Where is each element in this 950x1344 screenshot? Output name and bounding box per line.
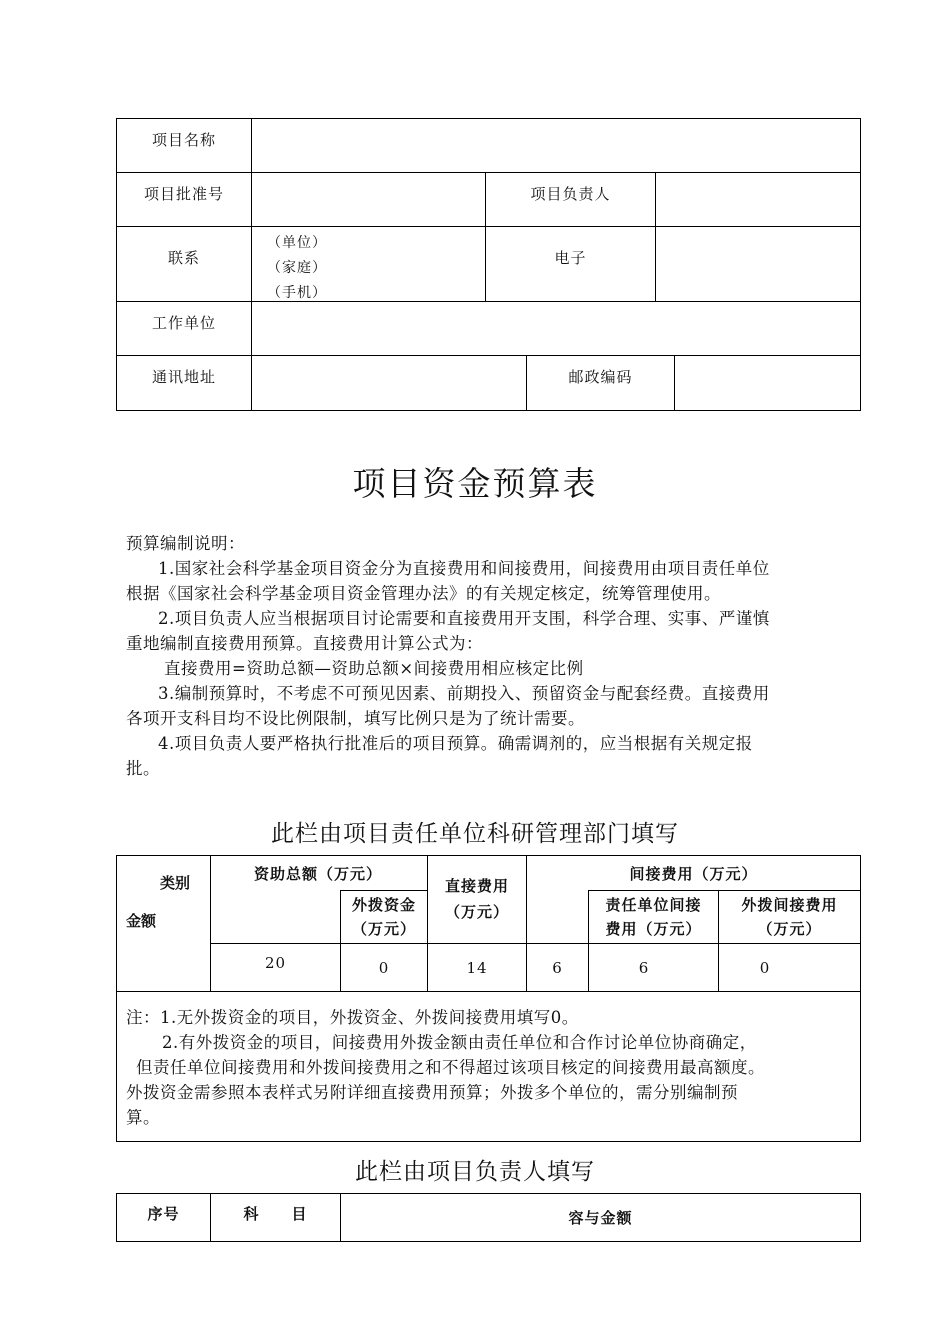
indirect-value[interactable]: 6 — [552, 958, 563, 977]
direct-cost-header — [428, 873, 526, 925]
external-funds-line2: （万元） — [351, 920, 416, 938]
contact-home-label: （家庭） — [267, 260, 327, 276]
external-funds-line1: 外拨资金 — [351, 896, 416, 914]
leader-field[interactable] — [656, 173, 860, 226]
workplace-field[interactable] — [252, 302, 860, 355]
email-label: 电子 — [554, 248, 587, 267]
external-value[interactable]: 0 — [378, 958, 390, 977]
approval-no-field[interactable] — [252, 173, 485, 226]
leader-label: 项目负责人 — [530, 184, 611, 203]
direct-cost-line2: （万元） — [444, 903, 509, 921]
total-funding-header: 资助总额（万元） — [254, 864, 383, 883]
approval-no-label: 项目批准号 — [143, 184, 224, 203]
direct-cost-line1: 直接费用 — [444, 877, 509, 895]
col-number-header: 序号 — [147, 1204, 180, 1223]
direct-value[interactable]: 14 — [466, 958, 488, 977]
total-value[interactable]: 20 — [264, 954, 287, 972]
project-name-label: 项目名称 — [151, 130, 216, 149]
resp-indirect-value[interactable]: 6 — [638, 958, 650, 977]
ext-indirect-line1: 外拨间接费用 — [741, 896, 838, 914]
resp-indirect-line2: 费用（万元） — [605, 920, 702, 938]
note-line-2: 2.有外拨资金的项目，间接费用外拨金额由责任单位和合作讨论单位协商确定， — [162, 1033, 757, 1052]
page-title: 项目资金预算表 — [352, 464, 598, 503]
project-name-field[interactable] — [252, 119, 860, 172]
note-4-line-2: 批。 — [126, 759, 160, 778]
section1-title: 此栏由项目责任单位科研管理部门填写 — [271, 821, 679, 847]
postcode-field[interactable] — [675, 356, 860, 410]
amount-label: 金额 — [126, 912, 157, 930]
note-4-line-1: 4.项目负责人要严格执行批准后的项目预算。确需调剂的，应当根据有关规定报 — [158, 734, 753, 753]
note-2-line-1: 2.项目负责人应当根据项目讨论需要和直接费用开支围，科学合理、实事、严谨慎 — [158, 609, 770, 628]
indirect-cost-header: 间接费用（万元） — [629, 864, 758, 883]
note-1-line-1: 1.国家社会科学基金项目资金分为直接费用和间接费用，间接费用由项目责任单位 — [158, 559, 770, 578]
note-line-3: 但责任单位间接费用和外拨间接费用之和不得超过该项目核定的间接费用最高额度。 — [136, 1058, 765, 1077]
workplace-label: 工作单位 — [151, 313, 216, 332]
email-field[interactable] — [656, 227, 860, 301]
formula: 直接费用=资助总额—资助总额×间接费用相应核定比例 — [164, 659, 584, 678]
note-2-line-2: 重地编制直接费用预算。直接费用计算公式为： — [126, 634, 483, 653]
col-content-header: 容与金额 — [568, 1209, 633, 1227]
ext-indirect-header — [719, 891, 860, 943]
resp-indirect-header — [589, 891, 718, 943]
ext-indirect-value[interactable]: 0 — [759, 958, 771, 977]
contact-phone-fields[interactable] — [267, 231, 327, 306]
contact-label: 联系 — [167, 248, 200, 267]
ext-indirect-line2: （万元） — [757, 920, 822, 938]
postcode-label: 邮政编码 — [568, 367, 633, 386]
col-subject-header: 科 目 — [243, 1204, 308, 1223]
category-label: 类别 — [160, 874, 191, 892]
note-line-5: 算。 — [126, 1108, 160, 1127]
section2-title: 此栏由项目负责人填写 — [355, 1159, 595, 1185]
external-funds-header — [341, 891, 427, 943]
note-1-line-2: 根据《国家社会科学基金项目资金管理办法》的有关规定核定，统筹管理使用。 — [126, 584, 721, 603]
note-line-1: 注：1.无外拨资金的项目，外拨资金、外拨间接费用填写0。 — [126, 1008, 579, 1027]
contact-mobile-label: （手机） — [267, 285, 327, 301]
notes-heading: 预算编制说明： — [126, 534, 245, 553]
note-line-4: 外拨资金需参照本表样式另附详细直接费用预算；外拨多个单位的，需分别编制预 — [126, 1083, 738, 1102]
note-3-line-2: 各项开支科目均不设比例限制，填写比例只是为了统计需要。 — [126, 709, 585, 728]
address-field[interactable] — [252, 356, 526, 410]
resp-indirect-line1: 责任单位间接 — [605, 896, 702, 914]
address-label: 通讯地址 — [151, 367, 216, 386]
contact-unit-label: （单位） — [267, 235, 327, 251]
note-3-line-1: 3.编制预算时，不考虑不可预见因素、前期投入、预留资金与配套经费。直接费用 — [158, 684, 770, 703]
